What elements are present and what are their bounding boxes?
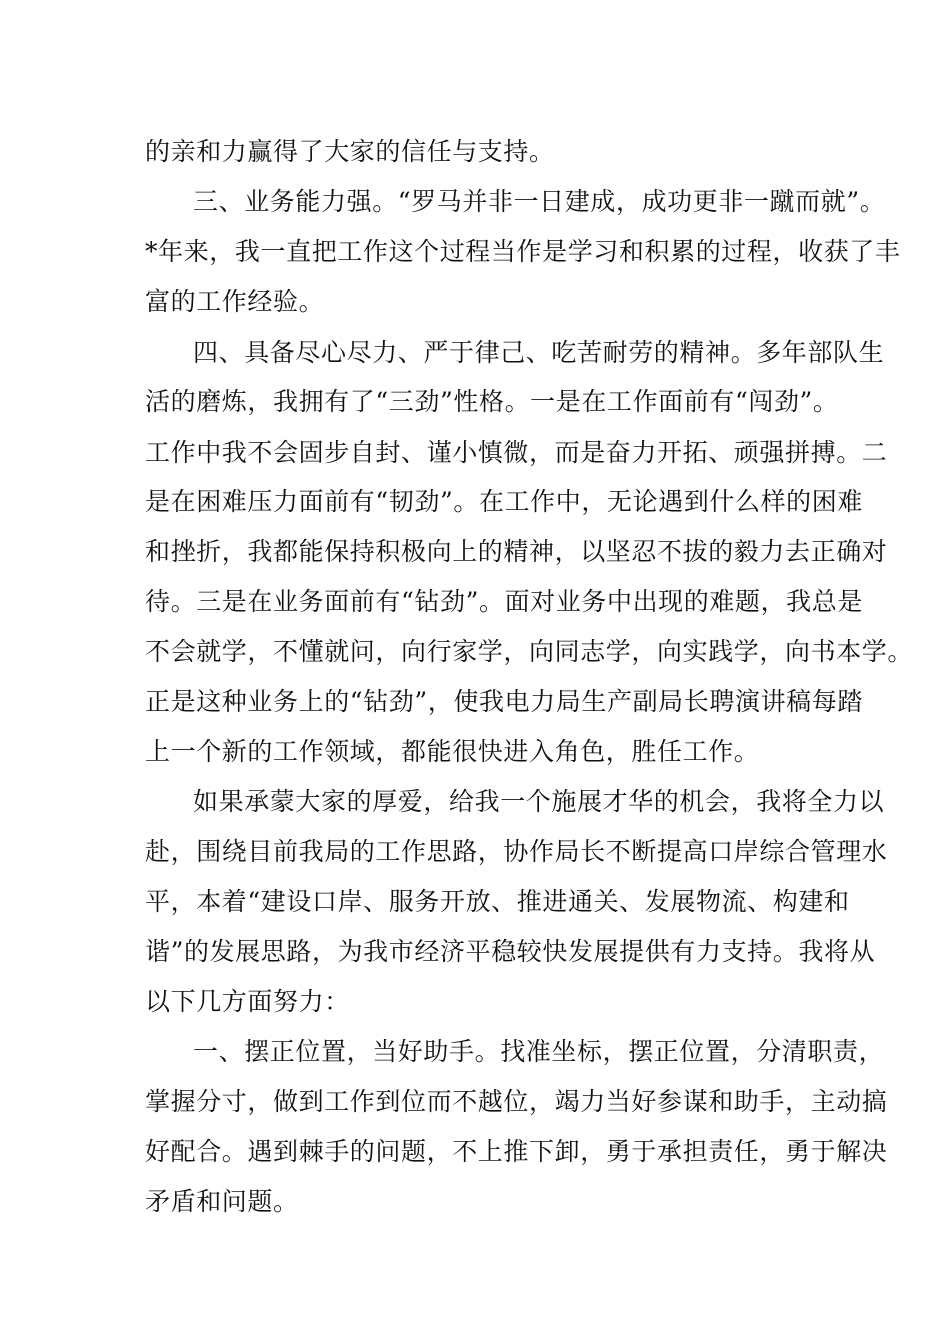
text-line: 正是这种业务上的“钻劲”，使我电力局生产副局长聘演讲稿每踏 — [145, 687, 863, 716]
text-line: 以下几方面努力： — [145, 987, 350, 1016]
text-line: 如果承蒙大家的厚爱，给我一个施展才华的机会，我将全力以 — [193, 787, 885, 816]
text-line: 富的工作经验。 — [145, 287, 325, 316]
text-line: 谐”的发展思路，为我市经济平稳较快发展提供有力支持。我将从 — [145, 937, 876, 966]
text-line: 一、摆正位置，当好助手。找准坐标，摆正位置，分清职责， — [193, 1037, 885, 1066]
text-line: 上一个新的工作领域，都能很快进入角色，胜任工作。 — [145, 737, 760, 766]
text-line: 三、业务能力强。“罗马并非一日建成，成功更非一蹴而就”。 — [193, 187, 886, 216]
text-line: 掌握分寸，做到工作到位而不越位，竭力当好参谋和助手，主动搞 — [145, 1087, 888, 1116]
text-line: 不会就学，不懂就问，向行家学，向同志学，向实践学，向书本学。 — [145, 637, 914, 666]
text-line: 是在困难压力面前有“韧劲”。在工作中，无论遇到什么样的困难 — [145, 487, 863, 516]
text-line: 四、具备尽心尽力、严于律己、吃苦耐劳的精神。多年部队生 — [193, 338, 885, 367]
text-line: 和挫折，我都能保持积极向上的精神，以坚忍不拔的毅力去正确对 — [145, 537, 888, 566]
text-line: 工作中我不会固步自封、谨小慎微，而是奋力开拓、顽强拼搏。二 — [145, 438, 888, 467]
text-line: 好配合。遇到棘手的问题，不上推下卸，勇于承担责任，勇于解决 — [145, 1137, 888, 1166]
text-line: 的亲和力赢得了大家的信任与支持。 — [145, 137, 555, 166]
text-line: 平，本着“建设口岸、服务开放、推进通关、发展物流、构建和 — [145, 887, 850, 916]
text-line: 赴，围绕目前我局的工作思路，协作局长不断提高口岸综合管理水 — [145, 837, 888, 866]
text-line: *年来，我一直把工作这个过程当作是学习和积累的过程，收获了丰 — [145, 237, 901, 266]
text-line: 待。三是在业务面前有“钻劲”。面对业务中出现的难题，我总是 — [145, 587, 863, 616]
text-line: 活的磨炼，我拥有了“三劲”性格。一是在工作面前有“闯劲”。 — [145, 387, 839, 416]
text-line: 矛盾和问题。 — [145, 1187, 299, 1216]
